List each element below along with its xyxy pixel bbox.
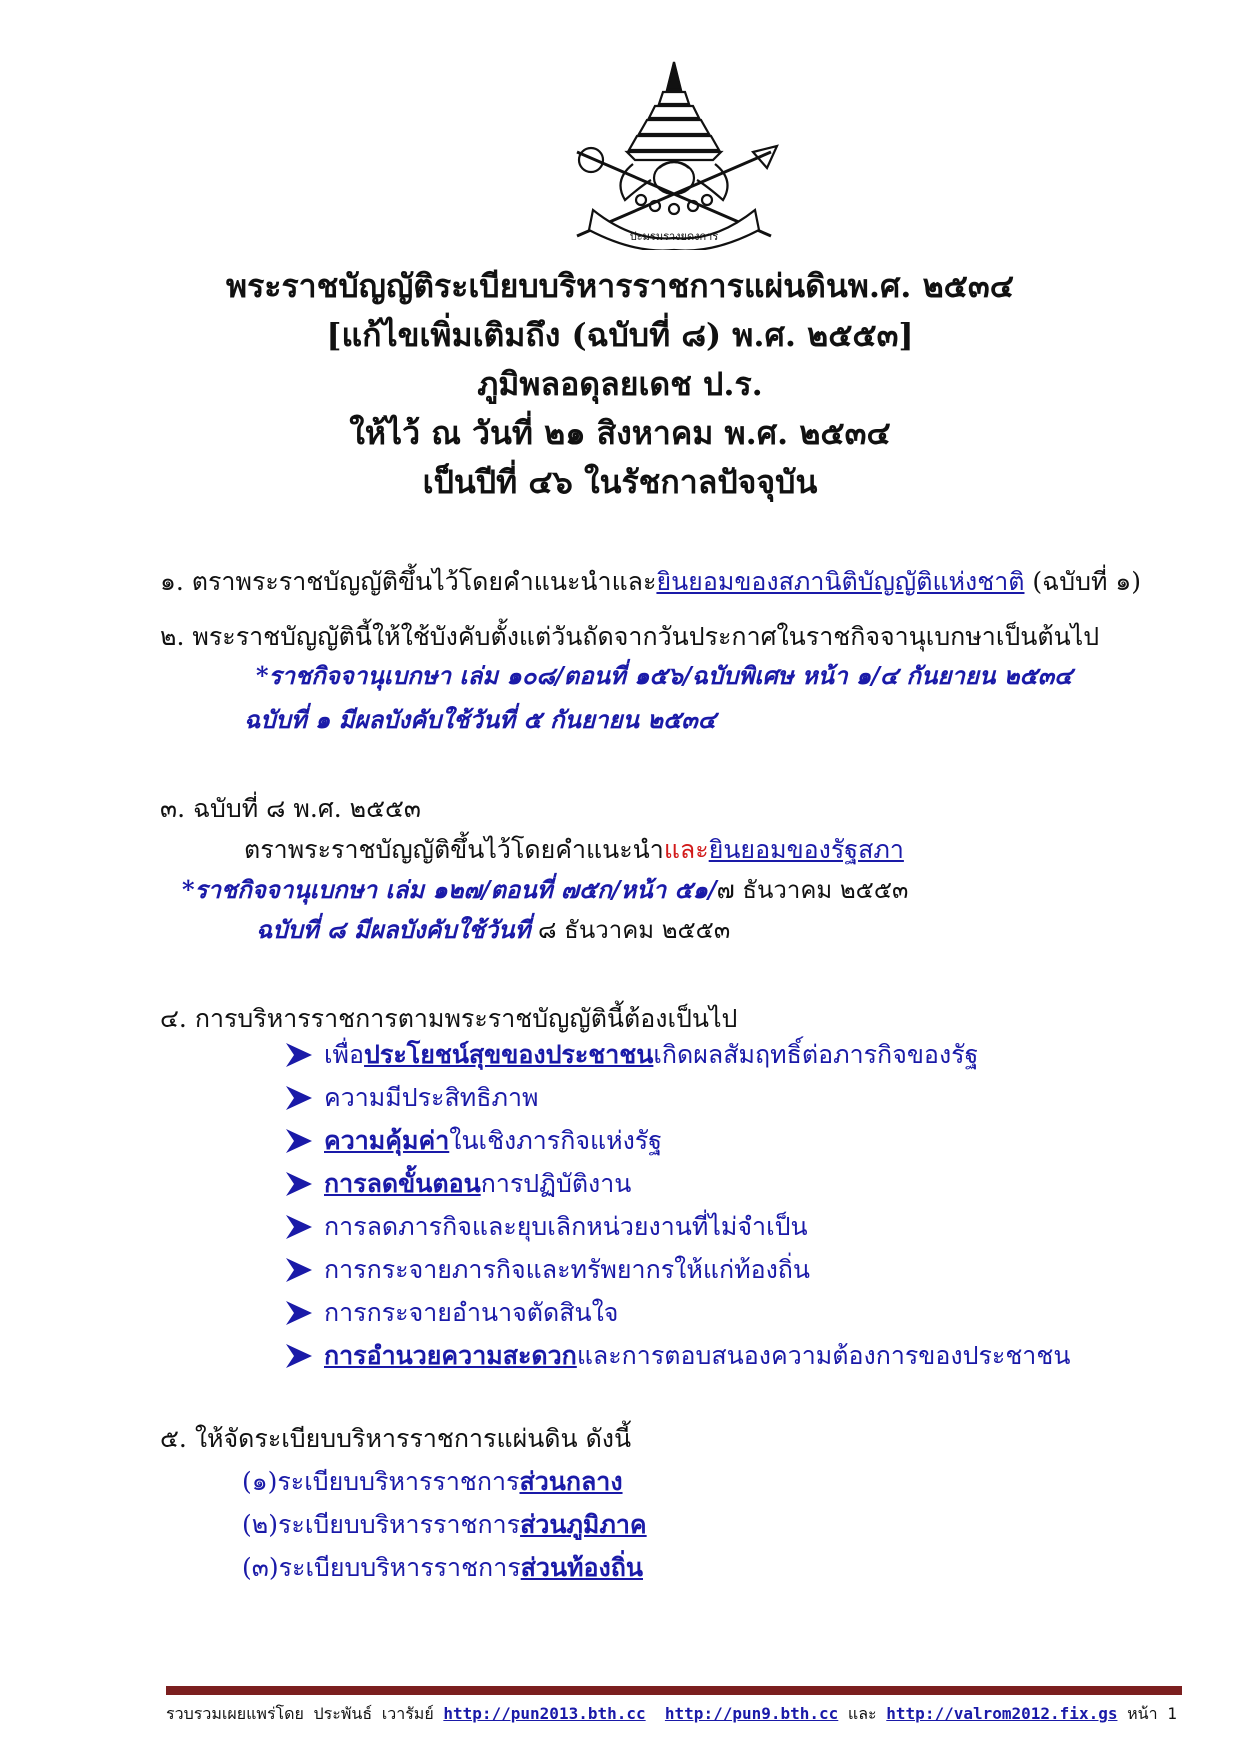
list-item-text: (๓)ระเบียบบริหารราชการ (242, 1553, 521, 1582)
footer-divider (166, 1686, 1182, 1695)
list-item-keyword: ส่วนกลาง (519, 1467, 623, 1496)
section-3-text-pre: ตราพระราชบัญญัติขึ้นไว้โดยคำแนะนำ (244, 835, 664, 864)
list-item-keyword: ประโยชน์สุขของประชาชน (364, 1039, 654, 1069)
title-line: เป็นปีที่ ๔๖ ในรัชกาลปัจจุบัน (422, 463, 818, 501)
section-2-gazette-ref: *ราชกิจจานุเบกษา เล่ม ๑๐๘/ตอนที่ ๑๕๖/ฉบับพิเศษ หน้า ๑/๔ กันยายน ๒๕๓๔ (256, 661, 1073, 690)
footer-link-pun9[interactable]: http://pun9.bth.cc (664, 1704, 839, 1723)
footer-link-pun2013[interactable]: http://pun2013.bth.cc (443, 1704, 646, 1723)
list-item-text: ในเชิงภารกิจแห่งรัฐ (449, 1125, 663, 1155)
arrow-bullet-icon (284, 1256, 314, 1284)
arrow-bullet-icon (284, 1170, 314, 1198)
title-line: [แก้ไขเพิ่มเติมถึง (ฉบับที่ ๘) พ.ศ. ๒๕๕๓] (326, 316, 914, 354)
arrow-bullet-icon (284, 1299, 314, 1327)
list-item-text: และการตอบสนองความต้องการของประชาชน (576, 1340, 1071, 1370)
list-item (284, 1162, 1184, 1205)
section-1 (160, 565, 1220, 599)
section-3-text (244, 833, 1240, 867)
footer-credit: รวบรวมเผยแพร่โดย ประพันธ์ เวารัมย์ (166, 1704, 444, 1723)
list-item-text: การกระจายอำนาจตัดสินใจ (324, 1297, 619, 1327)
arrow-bullet-icon (284, 1041, 314, 1069)
list-item-keyword: ส่วนท้องถิ่น (520, 1553, 643, 1582)
document-title (0, 262, 1240, 507)
seal-ribbon-text: ปะมรมรางยดงการ (629, 230, 719, 243)
list-item-keyword: การอำนวยความสะดวก (324, 1340, 577, 1370)
section-2-effective-date: ฉบับที่ ๑ มีผลบังคับใช้วันที่ ๕ กันยายน ๒๕๓๔ (244, 705, 716, 734)
section-3-link[interactable]: ยินยอมของรัฐสภา (708, 835, 904, 864)
section-1-link[interactable]: ยินยอมของสภานิติบัญญัติแห่งชาติ (656, 567, 1025, 596)
page-footer (166, 1702, 1182, 1727)
list-item (284, 1205, 1184, 1248)
list-item (284, 1119, 1184, 1162)
section-4-heading: ๔. การบริหารราชการตามพระราชบัญญัตินี้ต้องเป็นไป (160, 1004, 738, 1033)
list-item-text: เกิดผลสัมฤทธิ์ต่อภารกิจของรัฐ (653, 1039, 979, 1069)
section-1-edition: (ฉบับที่ ๑) (1024, 567, 1142, 596)
title-line: พระราชบัญญัติระเบียบบริหารราชการแผ่นดินพ.ศ. ๒๕๓๔ (226, 267, 1014, 305)
section-5-heading: ๕. ให้จัดระเบียบบริหารราชการแผ่นดิน ดังนี้ (160, 1424, 632, 1453)
title-line: ภูมิพลอดุลยเดช ป.ร. (477, 365, 763, 403)
list-item (284, 1076, 1184, 1119)
arrow-bullet-icon (284, 1084, 314, 1112)
list-item (284, 1334, 1184, 1377)
section-3-gazette-ref (182, 874, 908, 906)
footer-and: และ (838, 1704, 887, 1723)
section-2: ๒. พระราชบัญญัตินี้ให้ใช้บังคับตั้งแต่วันถัดจากวันประกาศในราชกิจจานุเบกษาเป็นต้นไป (160, 622, 1100, 651)
arrow-bullet-icon (284, 1213, 314, 1241)
arrow-bullet-icon (284, 1342, 314, 1370)
arrow-bullet-icon (284, 1127, 314, 1155)
title-line: ให้ไว้ ณ วันที่ ๒๑ สิงหาคม พ.ศ. ๒๕๓๔ (349, 414, 891, 452)
list-item-keyword: ความคุ้มค่า (324, 1125, 450, 1155)
page-number: หน้า 1 (1117, 1704, 1177, 1723)
list-item (242, 1551, 643, 1585)
section-3-gazette-ref-date: ๗ ธันวาคม ๒๕๕๓ (716, 876, 909, 904)
list-item-text: (๒)ระเบียบบริหารราชการ (242, 1510, 521, 1539)
royal-seal-emblem (563, 60, 785, 250)
section-1-text: ๑. ตราพระราชบัญญัติขึ้นไว้โดยคำแนะนำและ (160, 567, 657, 596)
section-3-effective-date (256, 914, 730, 946)
footer-link-valrom2012[interactable]: http://valrom2012.fix.gs (886, 1704, 1118, 1723)
list-item (284, 1291, 1184, 1334)
list-item (242, 1465, 623, 1499)
list-item-text: การปฏิบัติงาน (480, 1168, 632, 1198)
section-3-effective-value: ๘ ธันวาคม ๒๕๕๓ (530, 916, 731, 944)
list-item-text: (๑)ระเบียบบริหารราชการ (242, 1467, 520, 1496)
section-4-bullet-list (284, 1033, 1184, 1377)
list-item-text: การกระจายภารกิจและทรัพยากรให้แก่ท้องถิ่น (324, 1254, 811, 1284)
list-item-keyword: การลดขั้นตอน (324, 1168, 481, 1198)
list-item-text: การลดภารกิจและยุบเลิกหน่วยงานที่ไม่จำเป็น (324, 1211, 808, 1241)
section-3-text-red: และ (663, 835, 709, 864)
list-item (284, 1248, 1184, 1291)
section-3-effective-text: ฉบับที่ ๘ มีผลบังคับใช้วันที่ (256, 915, 531, 944)
list-item-text: เพื่อ (324, 1039, 365, 1069)
list-item-text: ความมีประสิทธิภาพ (324, 1082, 539, 1112)
list-item-keyword: ส่วนภูมิภาค (520, 1510, 647, 1539)
list-item (242, 1508, 647, 1542)
section-3-gazette-ref-text: *ราชกิจจานุเบกษา เล่ม ๑๒๗/ตอนที่ ๗๕ก/หน้า ๕๑/ (182, 875, 717, 904)
section-3-heading: ๓. ฉบับที่ ๘ พ.ศ. ๒๕๕๓ (160, 794, 422, 823)
list-item (284, 1033, 1184, 1076)
